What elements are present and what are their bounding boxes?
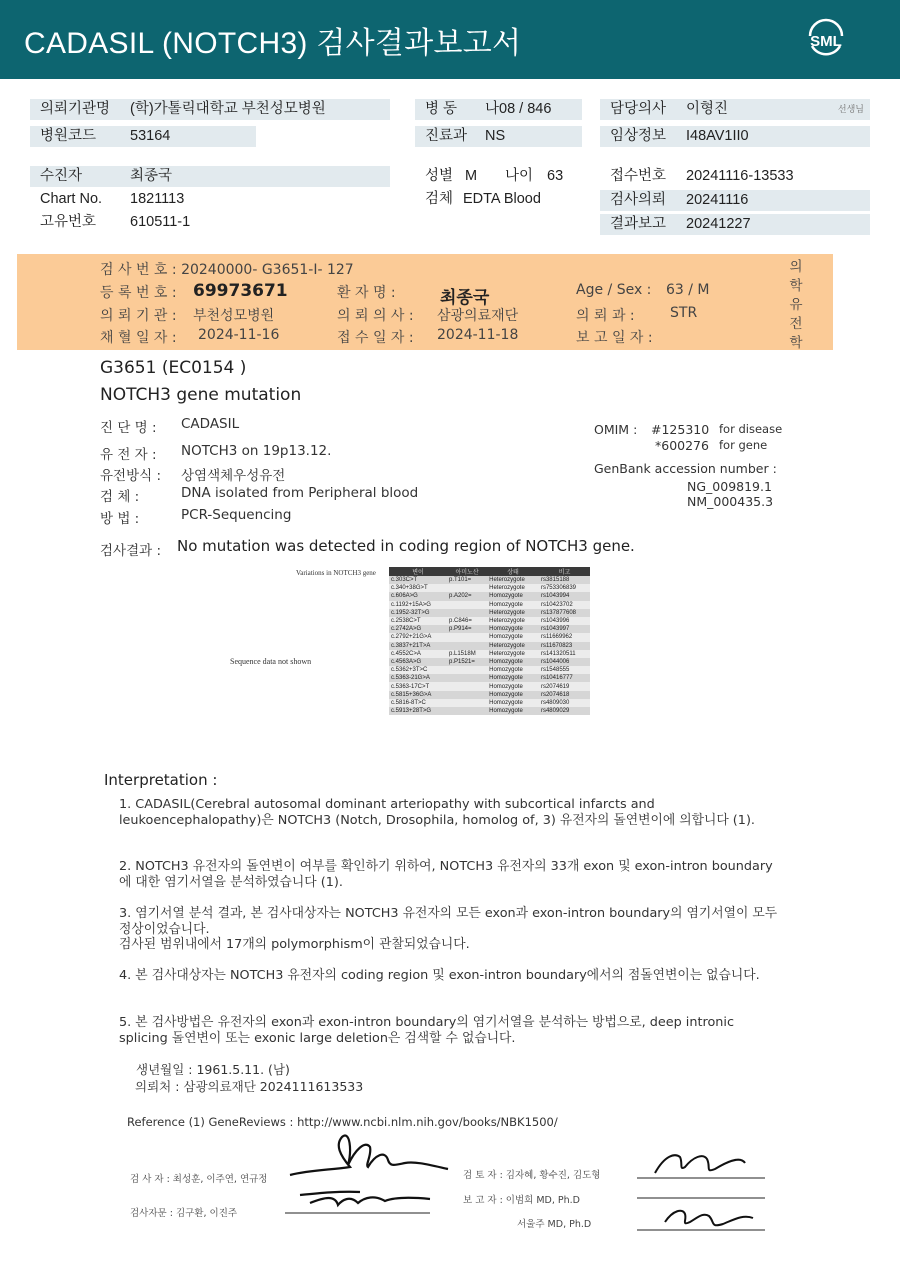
- sml-logo: [802, 14, 850, 62]
- field-request-date: 검사의뢰 20241116: [600, 190, 870, 211]
- table-cell: p.P914=: [447, 625, 487, 633]
- table-cell: p.P1521=: [447, 658, 487, 666]
- table-cell: [447, 642, 487, 650]
- table-cell: rs1548555: [539, 666, 590, 674]
- table-cell: c.3837+21T>A: [389, 642, 447, 650]
- table-cell: p.C846=: [447, 617, 487, 625]
- reporter: 보 고 자 : 이범희 MD, Ph.D: [463, 1195, 580, 1206]
- table-cell: Homozygote: [487, 592, 539, 600]
- test-result: No mutation was detected in coding region of NOTCH3 gene.: [177, 537, 635, 555]
- table-cell: Heterozygote: [487, 650, 539, 658]
- referrer: 의뢰처 : 삼광의료재단 2024111613533: [135, 1079, 364, 1094]
- signature-line-reporter: [635, 1180, 770, 1200]
- table-cell: Homozygote: [487, 691, 539, 699]
- method: PCR-Sequencing: [181, 507, 292, 523]
- table-cell: Heterozygote: [487, 642, 539, 650]
- table-row: [389, 650, 590, 658]
- age-sex: 63 / M: [666, 282, 710, 298]
- field-dept: 진료과 NS: [415, 126, 582, 147]
- field-chart-no: Chart No. 1821113: [40, 191, 185, 207]
- table-cell: rs3815188: [539, 576, 590, 584]
- reviewers: 검 토 자 : 김자혜, 황수진, 김도형: [463, 1170, 601, 1181]
- interpretation-item-1: 1. CADASIL(Cerebral autosomal dominant arteriopathy with subcortical infarcts and leukoencephalopathy)은 NOTCH3 (Notch, Drosophila, homolog of, 3) 유전자의 돌연변이에 의합니다 (1).: [119, 797, 756, 828]
- table-row: [389, 658, 590, 666]
- table-cell: [447, 674, 487, 682]
- lab-patient-name: 최종국: [440, 288, 490, 308]
- omim-disease: #125310: [651, 422, 710, 437]
- table-cell: [447, 609, 487, 617]
- table-cell: rs4809030: [539, 699, 590, 707]
- registration-number: 69973671: [193, 281, 288, 301]
- table-cell: Heterozygote: [487, 617, 539, 625]
- table-cell: [447, 691, 487, 699]
- table-cell: c.5816-8T>C: [389, 699, 447, 707]
- interpretation-item-4: 4. 본 검사대상자는 NOTCH3 유전자의 coding region 및 exon-intron boundary에서의 점돌연변이는 없습니다.: [119, 968, 760, 983]
- sample: DNA isolated from Peripheral blood: [181, 485, 419, 501]
- table-cell: [447, 601, 487, 609]
- table-cell: rs10423702: [539, 601, 590, 609]
- lab-requester: 삼광의료재단: [437, 308, 519, 324]
- field-hospital: 의뢰기관명 (학)가톨릭대학교 부천성모병원: [30, 99, 390, 120]
- interpretation-item-2: 2. NOTCH3 유전자의 돌연변이 여부를 확인하기 위하여, NOTCH3 유전자의 33개 exon 및 exon-intron boundary에 대한 염기서열을 분석하였습니다 (1).: [119, 859, 773, 890]
- table-cell: [447, 584, 487, 592]
- lab-institution: 부천성모병원: [193, 308, 275, 324]
- omim-gene: *600276: [655, 438, 709, 453]
- table-row: [389, 576, 590, 584]
- table-cell: c.4563A>G: [389, 658, 447, 666]
- table-row: [389, 666, 590, 674]
- table-cell: c.1192+15A>G: [389, 601, 447, 609]
- table-row: [389, 633, 590, 641]
- reporter-2: 서울주 MD, Ph.D: [517, 1219, 592, 1230]
- gene: NOTCH3 on 19p13.12.: [181, 443, 332, 459]
- table-cell: Heterozygote: [487, 576, 539, 584]
- hospital-name: (학)가톨릭대학교 부천성모병원: [130, 101, 326, 117]
- table-cell: rs137877608: [539, 609, 590, 617]
- table-cell: Homozygote: [487, 633, 539, 641]
- table-row: [389, 707, 590, 715]
- test-number: 검 사 번 호 : 20240000- G3651-I- 127: [100, 262, 354, 278]
- field-unique-no: 고유번호 610511-1: [40, 214, 191, 230]
- table-cell: rs10416777: [539, 674, 590, 682]
- table-row: [389, 601, 590, 609]
- genbank-ng: NG_009819.1: [687, 479, 772, 494]
- field-clinical: 임상정보 I48AV1II0: [600, 126, 870, 147]
- table-cell: c.606A>G: [389, 592, 447, 600]
- interpretation-item-3: 3. 염기서열 분석 결과, 본 검사대상자는 NOTCH3 유전자의 모든 exon과 exon-intron boundary의 염기서열이 모두 정상이었습니다.: [119, 906, 778, 937]
- field-ward: 병 동 나08 / 846: [415, 99, 582, 120]
- sequence-note: Sequence data not shown: [230, 657, 312, 666]
- svg-text:SML: SML: [810, 33, 842, 50]
- table-cell: Homozygote: [487, 666, 539, 674]
- table-cell: Homozygote: [487, 699, 539, 707]
- field-sex: 성별 M: [425, 168, 478, 184]
- signature-examiner: [280, 1125, 450, 1220]
- table-cell: c.1952-32T>G: [389, 609, 447, 617]
- table-cell: rs141320511: [539, 650, 590, 658]
- table-cell: rs1044006: [539, 658, 590, 666]
- table-cell: c.5363-21G>A: [389, 674, 447, 682]
- table-row: [389, 642, 590, 650]
- test-code: G3651 (EC0154 ): [100, 358, 247, 378]
- field-age: 나이 63: [505, 168, 564, 184]
- table-cell: [447, 699, 487, 707]
- interpretation-item-5: 5. 본 검사방법은 유전자의 exon과 exon-intron boundary의 염기서열을 분석하는 방법으로, deep intronic splicing 돌연변이 또는 exonic large deletion은 검색할 수 없습니다.: [119, 1015, 734, 1046]
- table-cell: c.4552C>A: [389, 650, 447, 658]
- table-cell: Homozygote: [487, 674, 539, 682]
- table-cell: c.5913+28T>G: [389, 707, 447, 715]
- table-cell: Homozygote: [487, 601, 539, 609]
- interpretation-item-3-note: 검사된 범위내에서 17개의 polymorphism이 관찰되었습니다.: [119, 937, 470, 952]
- field-report-date: 결과보고 20241227: [600, 214, 870, 235]
- genbank-nm: NM_000435.3: [687, 494, 774, 509]
- vertical-dept-label: 의 학 유 전 학: [789, 259, 803, 351]
- table-cell: rs1043996: [539, 617, 590, 625]
- table-cell: rs11670823: [539, 642, 590, 650]
- table-cell: c.5815+36G>A: [389, 691, 447, 699]
- lab-dept: STR: [670, 305, 698, 321]
- field-receipt-no: 접수번호 20241116-13533: [610, 168, 794, 184]
- table-cell: p.A202=: [447, 592, 487, 600]
- receipt-date: 2024-11-18: [437, 327, 519, 343]
- table-cell: c.2742A>G: [389, 625, 447, 633]
- table-cell: c.303C>T: [389, 576, 447, 584]
- table-cell: [447, 682, 487, 690]
- field-hospital-code: 병원코드 53164: [30, 126, 256, 147]
- table-cell: [447, 707, 487, 715]
- field-specimen: 검체 EDTA Blood: [425, 191, 541, 207]
- report-title: CADASIL (NOTCH3) 검사결과보고서: [24, 27, 522, 60]
- date-of-birth: 생년월일 : 1961.5.11. (남): [136, 1062, 290, 1077]
- table-cell: Homozygote: [487, 682, 539, 690]
- table-row: [389, 674, 590, 682]
- table-cell: p.L1518M: [447, 650, 487, 658]
- table-cell: rs4809029: [539, 707, 590, 715]
- table-cell: [447, 666, 487, 674]
- table-row: [389, 617, 590, 625]
- header-bar: [0, 0, 900, 79]
- table-cell: rs2074619: [539, 682, 590, 690]
- table-cell: rs1043997: [539, 625, 590, 633]
- advisors: 검사자문 : 김구환, 이진주: [130, 1208, 238, 1219]
- table-cell: rs11669962: [539, 633, 590, 641]
- interpretation-heading: Interpretation :: [104, 771, 218, 789]
- diagnosis: CADASIL: [181, 416, 240, 432]
- table-row: [389, 699, 590, 707]
- table-row: [389, 625, 590, 633]
- table-cell: rs753306839: [539, 584, 590, 592]
- table-cell: Homozygote: [487, 707, 539, 715]
- table-row: [389, 592, 590, 600]
- examiners: 검 사 자 : 최성훈, 이주연, 연규정: [130, 1174, 268, 1185]
- collection-date: 2024-11-16: [198, 327, 280, 343]
- field-patient: 수진자 최종국: [30, 166, 390, 187]
- table-cell: c.5362+3T>C: [389, 666, 447, 674]
- table-cell: Heterozygote: [487, 584, 539, 592]
- table-cell: Homozygote: [487, 625, 539, 633]
- reference: Reference (1) GeneReviews : http://www.ncbi.nlm.nih.gov/books/NBK1500/: [127, 1115, 558, 1129]
- table-row: [389, 584, 590, 592]
- table-cell: c.340+38G>T: [389, 584, 447, 592]
- table-cell: rs2074618: [539, 691, 590, 699]
- table-row: [389, 691, 590, 699]
- table-cell: Homozygote: [487, 658, 539, 666]
- table-row: [389, 609, 590, 617]
- variations-caption: Variations in NOTCH3 gene: [296, 569, 376, 577]
- signature-reporter-2: [635, 1200, 770, 1232]
- table-cell: [447, 633, 487, 641]
- table-cell: c.5363-17C>T: [389, 682, 447, 690]
- test-name: NOTCH3 gene mutation: [100, 385, 302, 405]
- table-cell: p.T101=: [447, 576, 487, 584]
- field-doctor: 담당의사 이형진 선생님: [600, 99, 870, 120]
- table-cell: Heterozygote: [487, 609, 539, 617]
- table-row: [389, 682, 590, 690]
- table-cell: rs1043994: [539, 592, 590, 600]
- table-cell: c.2792+21G>A: [389, 633, 447, 641]
- table-cell: c.2538C>T: [389, 617, 447, 625]
- signature-reviewer: [635, 1145, 770, 1180]
- inheritance: 상염색체우성유전: [181, 468, 286, 484]
- variations-table: 변이 아미노산 상태 비고 c.303C>T p.T101= Heterozygote rs3815188 c.340+38G>T Heterozygote rs753306839 c.606A>G p.A202= Homozygote rs1043994 c.1192+15A>G Homozygote rs10423702 c.1952-32T>G Heterozygote rs137877608 c.2538C>T p.C846= Heterozygote rs1043996 c.2742A>G p.P914= Homozygote rs1043997 c.2792+21G>A Homozygote rs11669962 c.3837+21T>A Heterozygote rs11670823 c.4552C>A p.L1518M Heterozygote rs141320511 c.4563A>G p.P1521= Homozygote rs1044006 c.5362+3T>C Homozygote rs1548555 c.5363-21G>A Homozygote rs10416777 c.5363-17C>T Homozygote rs2074619 c.5815+36G>A Homozygote rs2074618 c.5816-8T>C Homozygote rs4809030 c.5913+28T>G Homozygote rs4809029: [389, 567, 590, 715]
